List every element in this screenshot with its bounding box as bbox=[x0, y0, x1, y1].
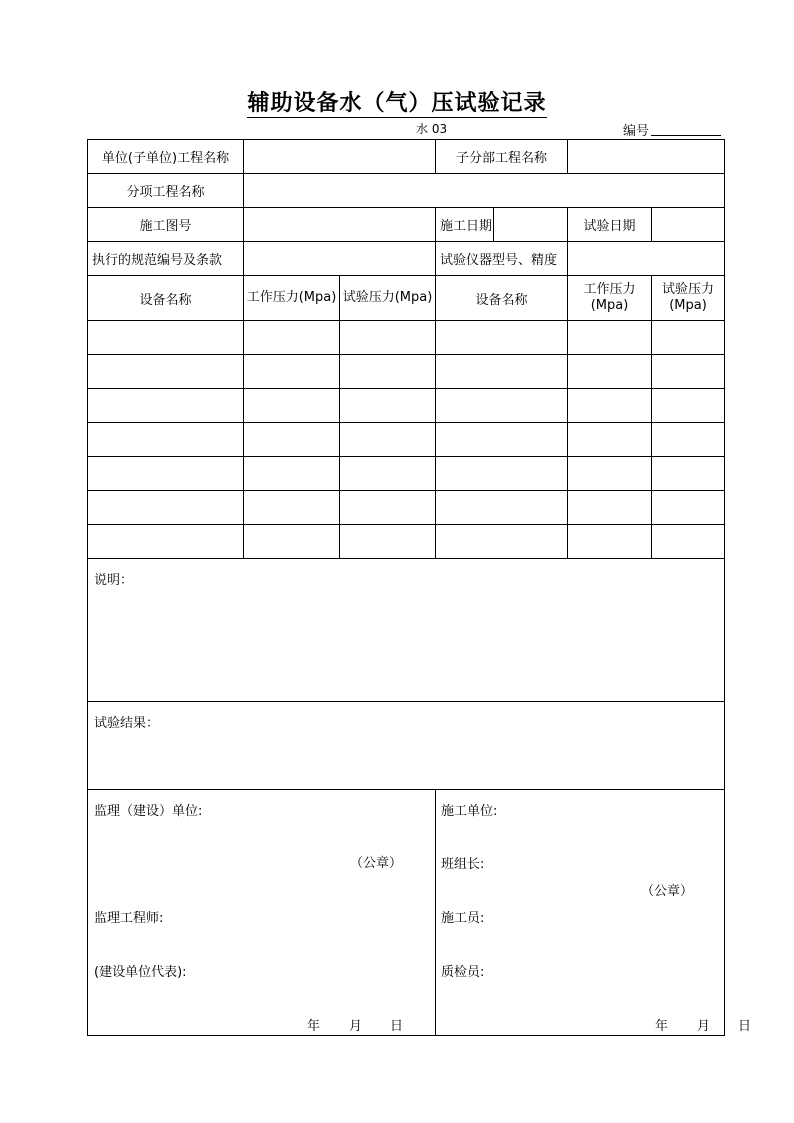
record-form bbox=[87, 139, 752, 1036]
col-equipment-name-2: 设备名称 bbox=[436, 276, 568, 321]
table-cell[interactable] bbox=[340, 355, 436, 389]
team-leader-label: 班组长: bbox=[441, 857, 485, 872]
table-cell[interactable] bbox=[652, 389, 725, 423]
table-cell[interactable] bbox=[88, 525, 244, 559]
supervision-unit-label: 监理（建设）单位: bbox=[94, 804, 203, 819]
col-working-pressure: 工作压力(Mpa) bbox=[244, 276, 340, 321]
owner-rep-label: (建设单位代表): bbox=[94, 965, 187, 980]
table-cell[interactable] bbox=[436, 491, 568, 525]
construction-worker-label: 施工员: bbox=[441, 911, 485, 926]
table-cell[interactable] bbox=[88, 389, 244, 423]
table-cell[interactable] bbox=[652, 355, 725, 389]
table-cell[interactable] bbox=[436, 389, 568, 423]
instrument-field[interactable] bbox=[568, 242, 725, 276]
left-year-label: 年 bbox=[307, 1019, 321, 1034]
drawing-no-field[interactable] bbox=[244, 208, 436, 242]
table-cell[interactable] bbox=[568, 525, 652, 559]
table-cell[interactable] bbox=[244, 491, 340, 525]
table-cell[interactable] bbox=[340, 525, 436, 559]
table-row bbox=[88, 491, 725, 525]
table-cell[interactable] bbox=[244, 457, 340, 491]
table-row bbox=[88, 423, 725, 457]
construction-seal-label: （公章） bbox=[641, 884, 694, 899]
table-cell[interactable] bbox=[340, 423, 436, 457]
drawing-no-label: 施工图号 bbox=[88, 208, 244, 242]
table-row bbox=[88, 321, 725, 355]
table-cell[interactable] bbox=[568, 491, 652, 525]
table-cell[interactable] bbox=[88, 355, 244, 389]
table-cell[interactable] bbox=[652, 525, 725, 559]
table-row bbox=[88, 525, 725, 559]
test-date-label: 试验日期 bbox=[568, 208, 652, 242]
supervision-engineer-label: 监理工程师: bbox=[94, 911, 164, 926]
table-cell[interactable] bbox=[436, 457, 568, 491]
col-test-pressure-2-line1: 试验压力 bbox=[662, 282, 715, 297]
table-cell[interactable] bbox=[436, 525, 568, 559]
table-cell[interactable] bbox=[88, 321, 244, 355]
sub-project-field[interactable] bbox=[568, 140, 725, 174]
table-cell[interactable] bbox=[244, 321, 340, 355]
doc-code: 水 03 bbox=[416, 122, 448, 136]
col-equipment-name: 设备名称 bbox=[88, 276, 244, 321]
col-test-pressure-2 bbox=[652, 276, 725, 321]
right-month-label: 月 bbox=[697, 1019, 711, 1034]
number-label: 编号 bbox=[623, 124, 650, 139]
table-cell[interactable] bbox=[568, 457, 652, 491]
table-cell[interactable] bbox=[244, 389, 340, 423]
right-day-label: 日 bbox=[738, 1019, 752, 1034]
table-cell[interactable] bbox=[436, 355, 568, 389]
table-row bbox=[88, 457, 725, 491]
instrument-label: 试验仪器型号、精度 bbox=[436, 242, 568, 276]
table-cell[interactable] bbox=[88, 423, 244, 457]
table-row bbox=[88, 355, 725, 389]
number-field[interactable] bbox=[651, 135, 721, 136]
table-cell[interactable] bbox=[244, 355, 340, 389]
table-cell[interactable] bbox=[340, 389, 436, 423]
supervision-sign-block[interactable] bbox=[88, 790, 436, 1036]
page-title: 辅助设备水（气）压试验记录 bbox=[247, 90, 547, 116]
unit-project-label: 单位(子单位)工程名称 bbox=[88, 140, 244, 174]
test-date-field[interactable] bbox=[652, 208, 725, 242]
construction-date-label: 施工日期 bbox=[436, 208, 494, 242]
table-cell[interactable] bbox=[436, 321, 568, 355]
col-test-pressure-2-line2: (Mpa) bbox=[669, 298, 707, 313]
right-year-label: 年 bbox=[655, 1019, 669, 1034]
table-cell[interactable] bbox=[652, 423, 725, 457]
col-working-pressure-2-line2: (Mpa) bbox=[590, 298, 629, 313]
table-cell[interactable] bbox=[340, 321, 436, 355]
table-cell[interactable] bbox=[436, 423, 568, 457]
item-project-label: 分项工程名称 bbox=[88, 174, 244, 208]
col-working-pressure-2-line1: 工作压力 bbox=[583, 282, 636, 297]
table-cell[interactable] bbox=[244, 423, 340, 457]
left-day-label: 日 bbox=[390, 1019, 404, 1034]
table-cell[interactable] bbox=[652, 491, 725, 525]
standard-field[interactable] bbox=[244, 242, 436, 276]
unit-project-field[interactable] bbox=[244, 140, 436, 174]
table-row bbox=[88, 389, 725, 423]
table-cell[interactable] bbox=[652, 321, 725, 355]
table-cell[interactable] bbox=[88, 491, 244, 525]
page-title-wrap bbox=[0, 86, 794, 117]
table-cell[interactable] bbox=[568, 423, 652, 457]
result-area[interactable] bbox=[88, 702, 725, 790]
col-test-pressure: 试验压力(Mpa) bbox=[340, 276, 436, 321]
quality-inspector-label: 质检员: bbox=[441, 965, 485, 980]
item-project-field[interactable] bbox=[244, 174, 725, 208]
construction-sign-block[interactable] bbox=[436, 790, 752, 1036]
construction-unit-label: 施工单位: bbox=[441, 804, 498, 819]
table-cell[interactable] bbox=[568, 389, 652, 423]
table-cell[interactable] bbox=[88, 457, 244, 491]
table-cell[interactable] bbox=[340, 491, 436, 525]
sub-project-label: 子分部工程名称 bbox=[436, 140, 568, 174]
col-working-pressure-2 bbox=[568, 276, 652, 321]
notes-area[interactable] bbox=[88, 559, 725, 702]
result-label: 试验结果： bbox=[94, 716, 160, 731]
table-cell[interactable] bbox=[244, 525, 340, 559]
left-month-label: 月 bbox=[349, 1019, 363, 1034]
table-cell[interactable] bbox=[568, 321, 652, 355]
standard-label: 执行的规范编号及条款 bbox=[88, 242, 244, 276]
supervision-seal-label: （公章） bbox=[350, 856, 403, 871]
table-cell[interactable] bbox=[568, 355, 652, 389]
notes-label: 说明： bbox=[94, 573, 134, 588]
table-cell[interactable] bbox=[652, 457, 725, 491]
table-cell[interactable] bbox=[340, 457, 436, 491]
construction-date-field[interactable] bbox=[494, 208, 568, 242]
